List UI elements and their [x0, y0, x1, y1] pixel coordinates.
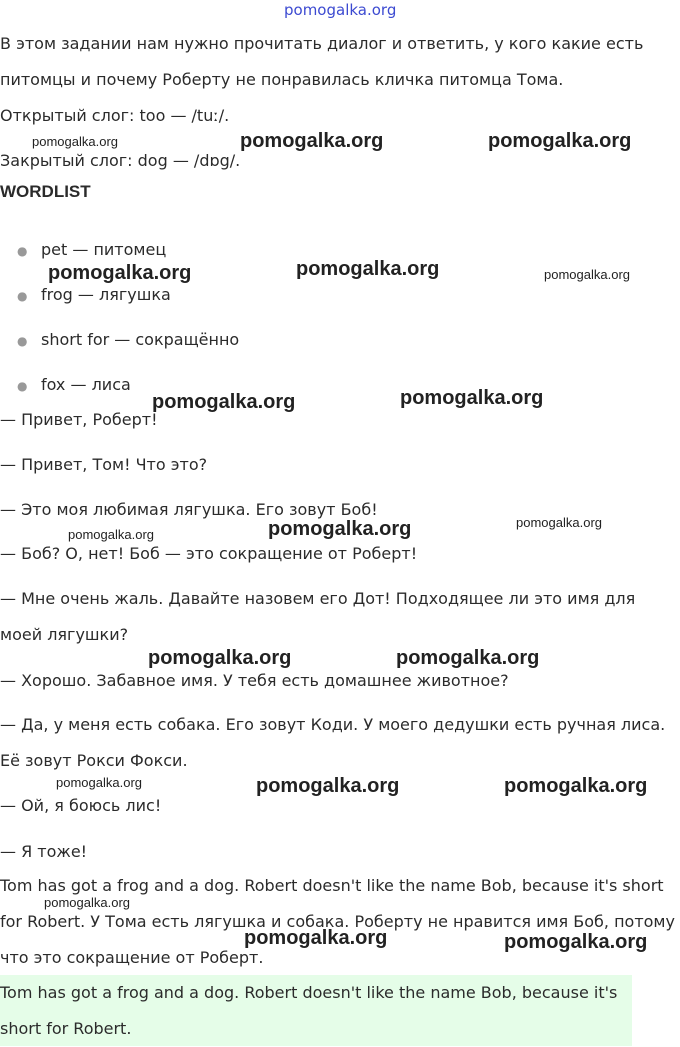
dialog-line: — Привет, Том! Что это? [0, 455, 208, 474]
wordlist-item: frog — лягушка [41, 285, 171, 304]
watermark: pomogalka.org [544, 267, 630, 282]
watermark: pomogalka.org [148, 647, 292, 669]
dialog-line: — Мне очень жаль. Давайте назовем его Дот! Подходящее ли это имя для моей лягушки? [0, 589, 636, 644]
intro-paragraph: В этом задании нам нужно прочитать диалог и ответить, у кого какие есть питомцы и почему Роберту не понравилась кличка питомца Тома. [0, 34, 644, 89]
wordlist-item: pet — питомец [41, 240, 167, 259]
answer-highlight-box: Tom has got a frog and a dog. Robert doesn't like the name Bob, because it's short for Robert. [0, 975, 632, 1046]
bullet-icon: ● [17, 244, 28, 258]
watermark: pomogalka.org [488, 130, 632, 152]
open-syllable-line: Открытый слог: too — /tuː/. [0, 106, 230, 125]
watermark: pomogalka.org [152, 391, 296, 413]
bullet-icon: ● [17, 334, 28, 348]
wordlist-heading: WORDLIST [0, 182, 91, 201]
watermark: pomogalka.org [516, 515, 602, 530]
watermark: pomogalka.org [256, 775, 400, 797]
watermark: pomogalka.org [56, 775, 142, 790]
watermark: pomogalka.org [240, 130, 384, 152]
answer-paragraph: Tom has got a frog and a dog. Robert doesn't like the name Bob, because it's short for Robert. У Тома есть лягушка и собака. Роберту не нравится имя Боб, потому что это сокращение от Роберт. [0, 876, 675, 967]
watermark: pomogalka.org [268, 518, 412, 540]
dialog-line: — Это моя любимая лягушка. Его зовут Боб! [0, 500, 378, 519]
closed-syllable-line: Закрытый слог: dog — /dɒg/. [0, 151, 241, 170]
watermark: pomogalka.org [44, 895, 130, 910]
dialog-line: — Я тоже! [0, 842, 88, 861]
bullet-icon: ● [17, 289, 28, 303]
dialog-line: — Боб? О, нет! Боб — это сокращение от Роберт! [0, 544, 418, 563]
header-watermark: pomogalka.org [284, 1, 397, 19]
dialog-line: — Хорошо. Забавное имя. У тебя есть домашнее животное? [0, 671, 509, 690]
watermark: pomogalka.org [396, 647, 540, 669]
watermark: pomogalka.org [504, 775, 648, 797]
watermark: pomogalka.org [504, 931, 648, 953]
watermark: pomogalka.org [48, 262, 192, 284]
watermark: pomogalka.org [296, 258, 440, 280]
dialog-line: — Привет, Роберт! [0, 410, 158, 429]
watermark: pomogalka.org [244, 927, 388, 949]
bullet-icon: ● [17, 379, 28, 393]
wordlist-item: short for — сокращённо [41, 330, 240, 349]
watermark: pomogalka.org [400, 387, 544, 409]
dialog-line: — Да, у меня есть собака. Его зовут Коди. У моего дедушки есть ручная лиса. Её зовут Рокси Фокси. [0, 715, 666, 770]
dialog-line: — Ой, я боюсь лис! [0, 796, 162, 815]
watermark: pomogalka.org [68, 527, 154, 542]
wordlist-item: fox — лиса [41, 375, 131, 394]
watermark: pomogalka.org [32, 134, 118, 149]
